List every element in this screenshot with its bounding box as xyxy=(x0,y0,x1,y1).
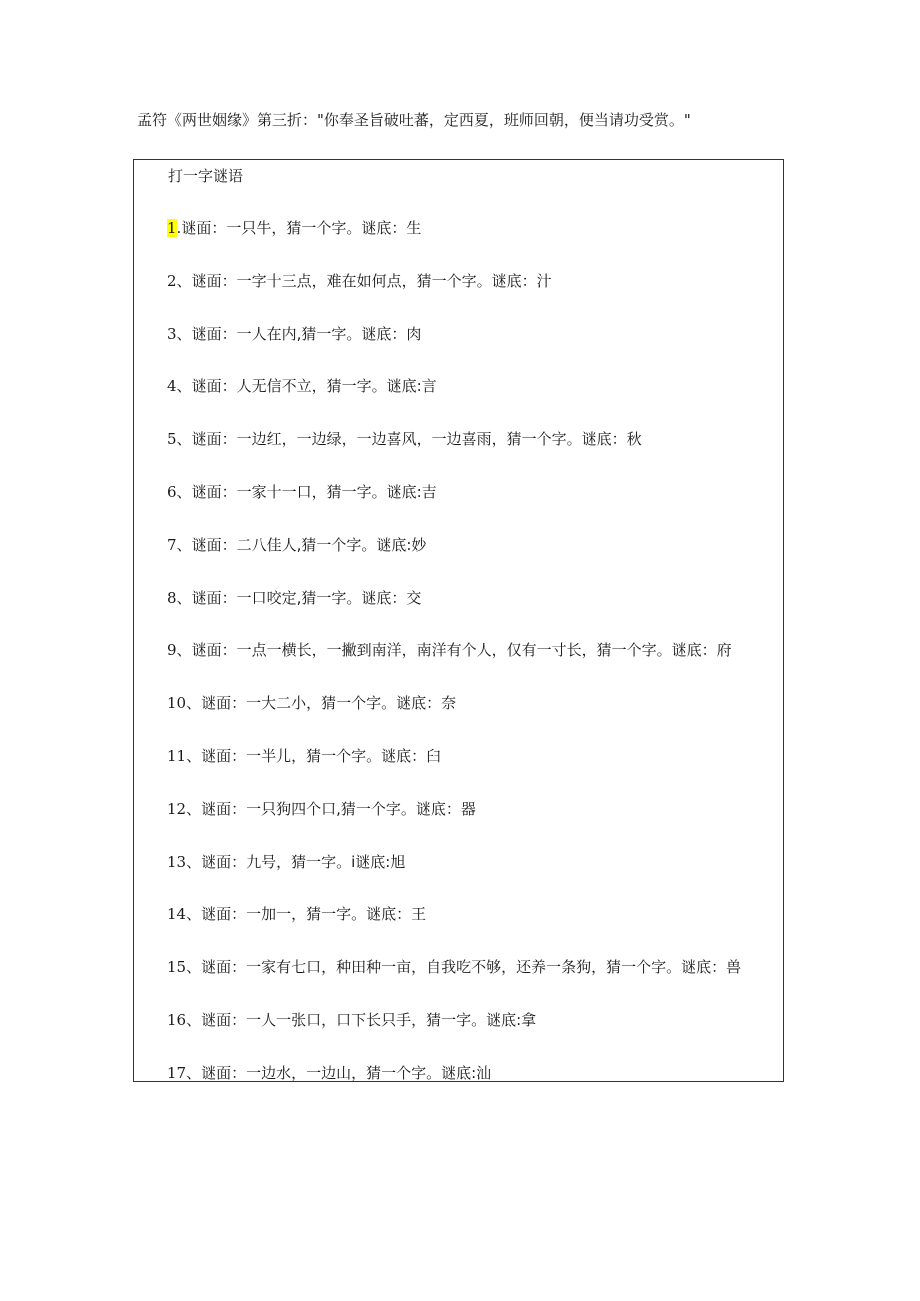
riddle-separator: 、 xyxy=(176,430,192,449)
riddle-text: 谜面：一点一横长，一撇到南洋，南洋有个人，仅有一寸长，猜一个字。谜底：府 xyxy=(191,641,732,660)
riddle-text: 谜面：一只牛，猜一个字。谜底：生 xyxy=(181,219,422,237)
riddle-number: 7 xyxy=(167,535,177,554)
riddle-number: 17 xyxy=(167,1063,187,1082)
riddle-item-13 xyxy=(167,850,405,874)
riddle-number: 1 xyxy=(167,219,177,237)
riddle-text: 谜面：一只狗四个口,猜一个字。谜底：器 xyxy=(201,799,476,818)
riddle-text: 谜面：一字十三点，难在如何点，猜一个字。谜底：汁 xyxy=(191,271,552,290)
riddle-item-2 xyxy=(167,269,552,293)
riddle-separator: . xyxy=(176,219,182,237)
riddle-separator: 、 xyxy=(186,1011,202,1029)
riddle-text: 谜面：一人一张口，口下长只手，猜一字。谜底:拿 xyxy=(201,1011,537,1029)
riddle-item-7 xyxy=(167,533,426,557)
riddle-text: 谜面：一大二小，猜一个字。谜底：奈 xyxy=(201,694,457,713)
riddle-number: 5 xyxy=(167,430,177,449)
riddle-number: 12 xyxy=(167,799,187,818)
riddle-number: 10 xyxy=(167,694,187,713)
riddle-item-17 xyxy=(167,1061,491,1085)
riddle-number: 6 xyxy=(167,483,177,501)
riddle-text: 谜面：一口咬定,猜一字。谜底：交 xyxy=(191,588,422,607)
riddle-separator: 、 xyxy=(186,958,202,977)
riddle-number: 8 xyxy=(167,588,177,607)
riddle-item-10 xyxy=(167,691,456,715)
riddle-number: 9 xyxy=(167,641,177,660)
riddle-box-title: 打一字谜语 xyxy=(168,167,244,185)
riddle-box xyxy=(133,159,784,1082)
riddle-item-3 xyxy=(167,322,421,346)
riddle-item-6 xyxy=(167,480,437,504)
riddle-text: 谜面：一边红，一边绿，一边喜风，一边喜雨，猜一个字。谜底：秋 xyxy=(191,430,642,449)
riddle-number: 2 xyxy=(167,271,177,290)
riddle-separator: 、 xyxy=(176,641,192,660)
riddle-separator: 、 xyxy=(176,483,192,501)
riddle-text: 谜面：九号，猜一字。i谜底:旭 xyxy=(201,852,406,871)
riddle-separator: 、 xyxy=(186,852,202,871)
riddle-text: 谜面：一人在内,猜一字。谜底：肉 xyxy=(191,324,422,343)
riddle-text: 谜面：二八佳人,猜一个字。谜底:妙 xyxy=(191,535,427,554)
riddle-separator: 、 xyxy=(176,324,192,343)
riddle-separator: 、 xyxy=(186,1063,202,1082)
riddle-item-15 xyxy=(167,955,741,979)
riddle-item-14 xyxy=(167,902,426,926)
riddle-separator: 、 xyxy=(176,535,192,554)
riddle-item-1 xyxy=(167,216,421,240)
riddle-item-8 xyxy=(167,586,421,610)
riddle-text: 谜面：一边水，一边山，猜一个字。谜底:汕 xyxy=(201,1063,492,1082)
riddle-separator: 、 xyxy=(176,377,192,396)
riddle-item-11 xyxy=(167,744,441,768)
riddle-number: 16 xyxy=(167,1011,187,1029)
riddle-number: 11 xyxy=(167,747,187,765)
riddle-separator: 、 xyxy=(186,747,202,765)
riddle-text: 谜面：一半儿，猜一个字。谜底：臼 xyxy=(201,747,442,765)
riddle-number: 13 xyxy=(167,852,187,871)
riddle-separator: 、 xyxy=(186,694,202,713)
riddle-text: 谜面：人无信不立，猜一字。谜底:言 xyxy=(191,377,437,396)
riddle-text: 谜面：一家十一口，猜一字。谜底:吉 xyxy=(191,483,437,501)
riddle-separator: 、 xyxy=(176,588,192,607)
riddle-item-4 xyxy=(167,374,437,398)
riddle-separator: 、 xyxy=(186,799,202,818)
riddle-item-9 xyxy=(167,638,732,662)
riddle-text: 谜面：一家有七口，种田种一亩，自我吃不够，还养一条狗，猜一个字。谜底：兽 xyxy=(201,958,742,977)
riddle-separator: 、 xyxy=(186,905,202,924)
riddle-item-16 xyxy=(167,1008,536,1032)
riddle-item-5 xyxy=(167,427,642,451)
riddle-number: 3 xyxy=(167,324,177,343)
riddle-number: 4 xyxy=(167,377,177,396)
intro-quote: 孟符《两世姻缘》第三折："你奉圣旨破吐蕃，定西夏，班师回朝，便当请功受赏。" xyxy=(137,111,691,129)
riddle-item-12 xyxy=(167,797,476,821)
riddle-number: 15 xyxy=(167,958,187,977)
riddle-separator: 、 xyxy=(176,271,192,290)
riddle-text: 谜面：一加一，猜一字。谜底：王 xyxy=(201,905,427,924)
riddle-number: 14 xyxy=(167,905,187,924)
